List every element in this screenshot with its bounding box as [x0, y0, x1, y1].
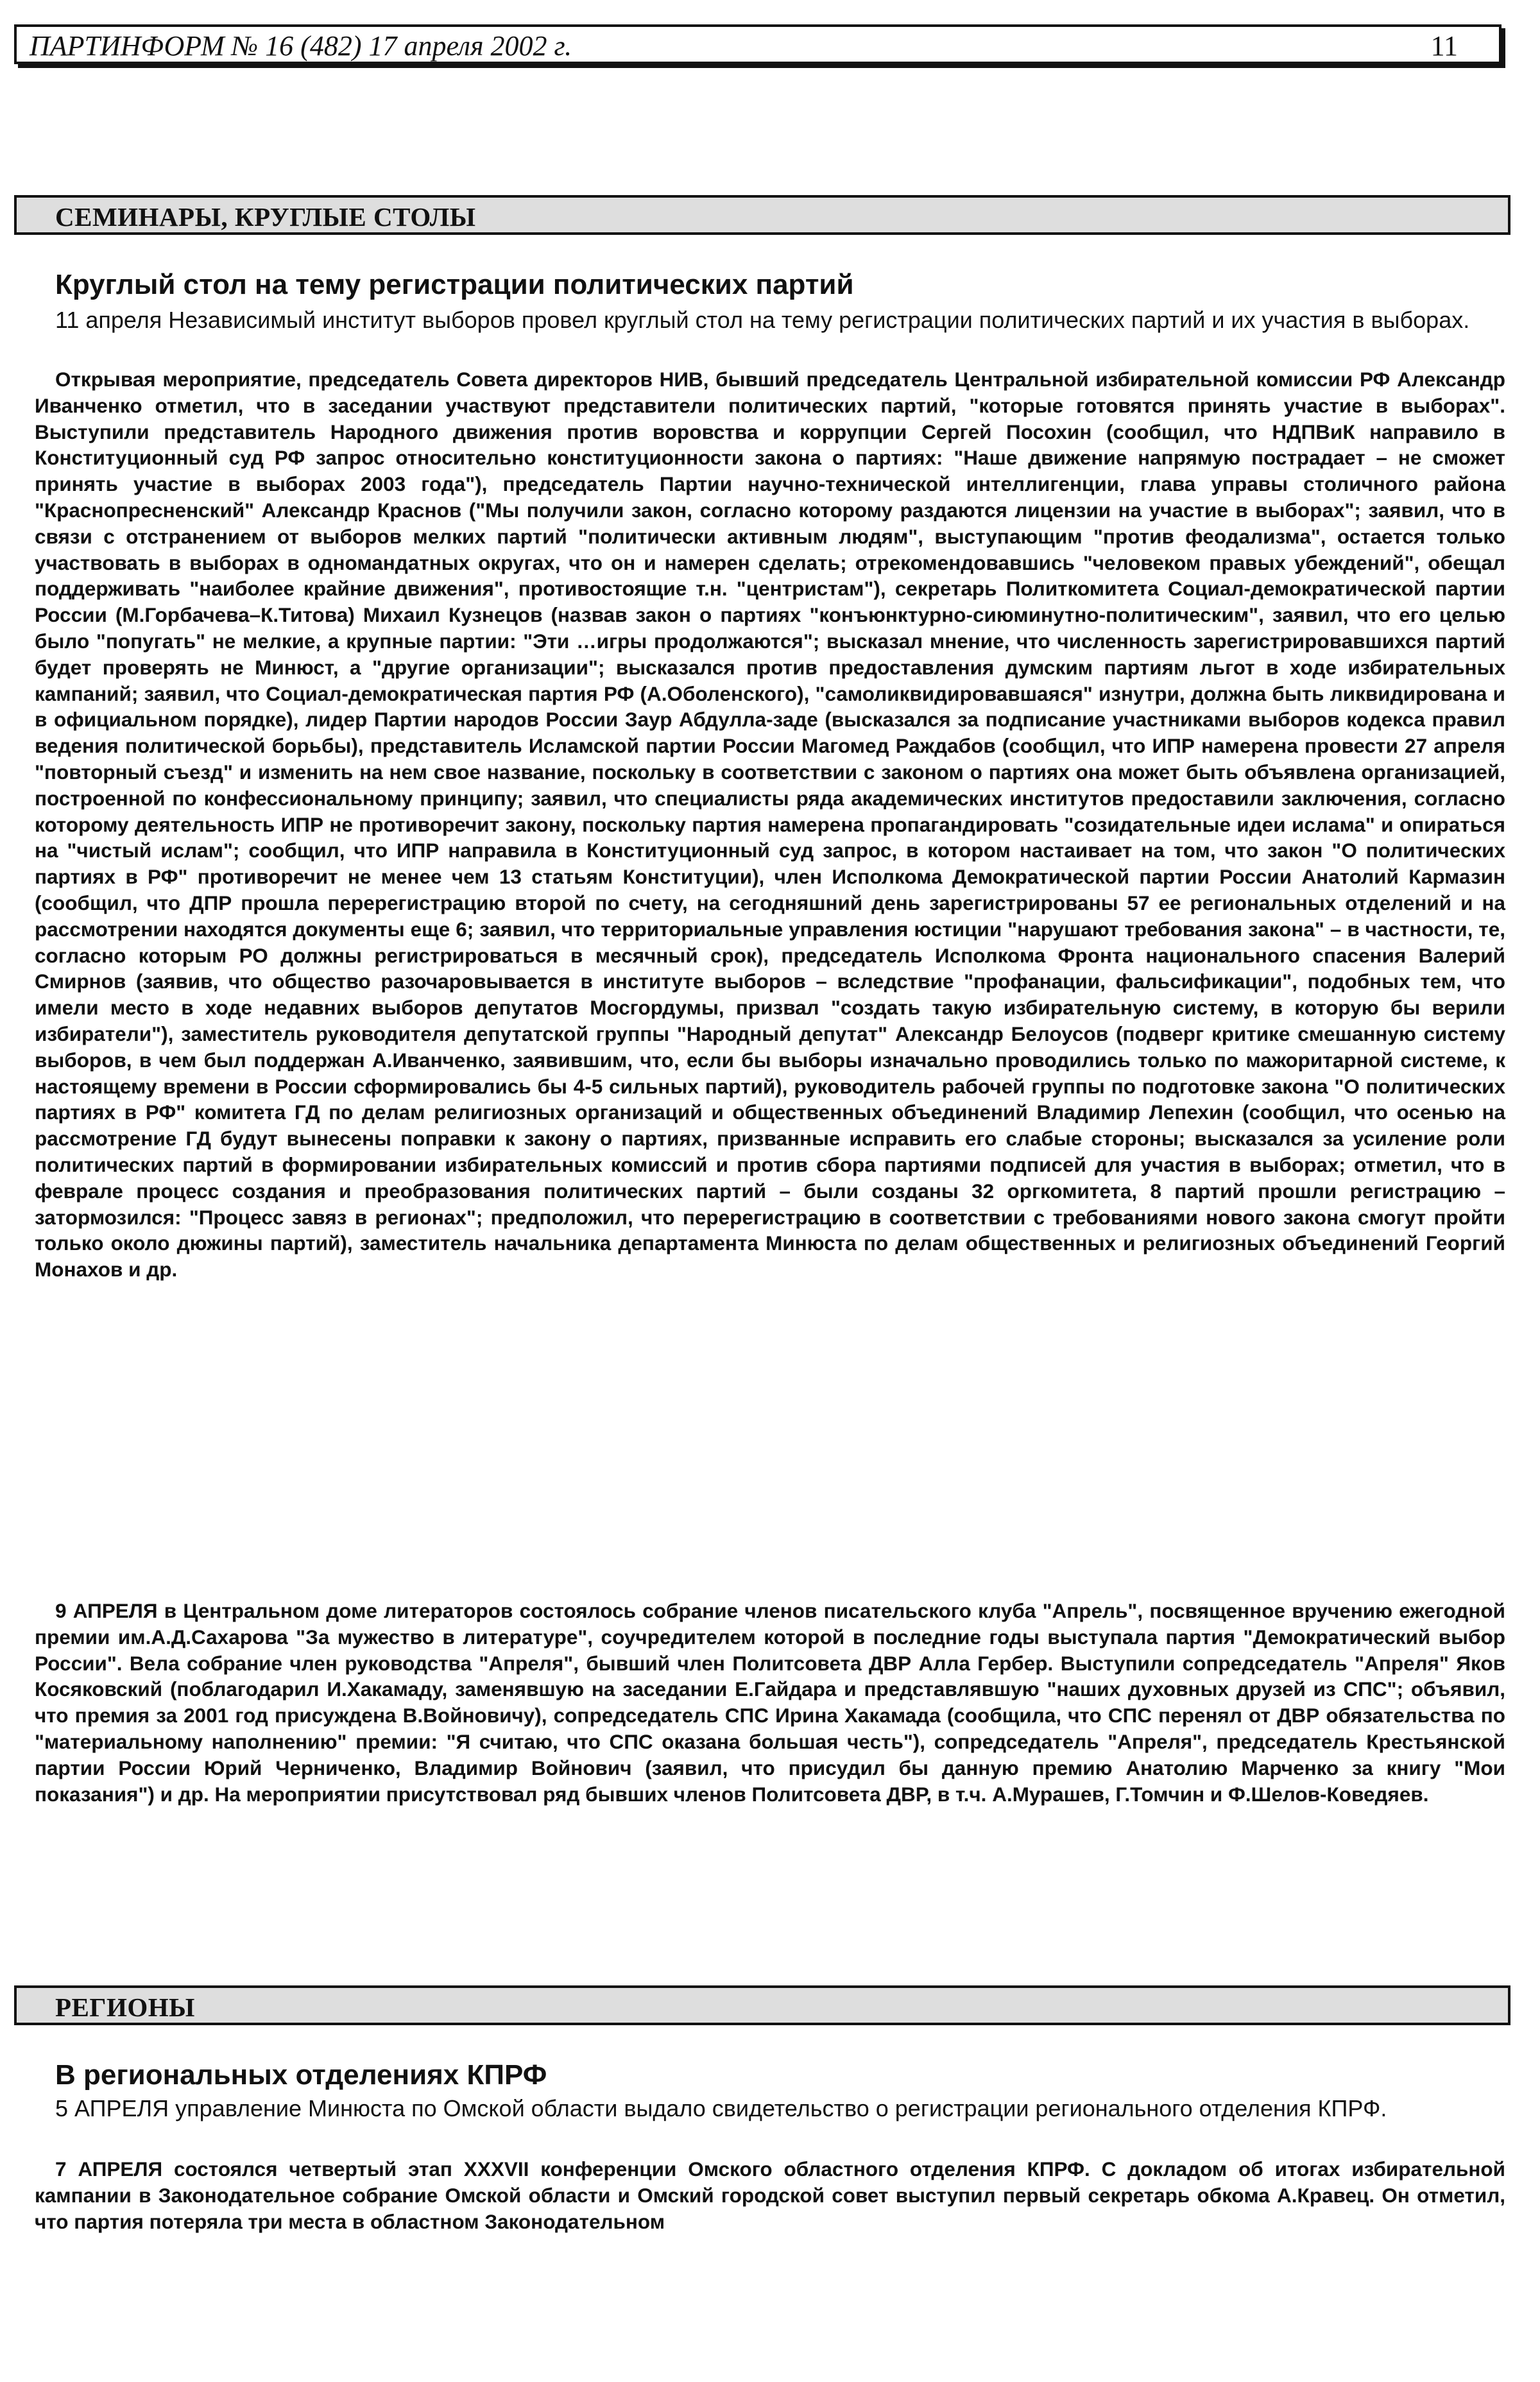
- section-title: СЕМИНАРЫ, КРУГЛЫЕ СТОЛЫ: [55, 202, 476, 232]
- article-title-kprf: В региональных отделениях КПРФ: [55, 2059, 547, 2091]
- article-title-round-table: Круглый стол на тему регистрации политических партий: [55, 269, 854, 300]
- section-heading-seminars: [14, 195, 1510, 235]
- article-paragraph: 7 АПРЕЛЯ состоялся четвертый этап XXXVII конференции Омского областного отделения КПРФ. С докладом об итогах избирательной кампании в Законодательное собрание Омской области и Омский городской совет выступил первый секретарь обкома А.Кравец. Он отметил, что партия потеряла три места в областном Законодательном: [35, 2157, 1505, 2233]
- article-paragraph: 9 АПРЕЛЯ в Центральном доме литераторов состоялось собрание членов писательского клуба "Апрель", посвященное вручению ежегодной премии им.А.Д.Сахарова "За мужество в литературе", соучредителем которой в последние годы выступала партия "Демократический выбор России". Вела собрание член руководства "Апреля", бывший член Политсовета ДВР Алла Гербер. Выступили сопредседатель "Апреля" Яков Косяковский (поблагодарил И.Хакамаду, заменявшую на заседании Е.Гайдара и представлявшую "наших духовных друзей из СПС"; объявил, что премия за 2001 год присуждена В.Войновичу), сопредседатель СПС Ирина Хакамада (сообщила, что СПС перенял от ДВР обязательства по "материальному наполнению" премии: "Я считаю, что СПС оказана большая честь"), сопредседатель "Апреля", председатель Крестьянской партии России Юрий Черниченко, Владимир Войнович (заявил, что присудил бы данную премию Анатолию Марченко за книгу "Мои показания") и др. На мероприятии присутствовал ряд бывших членов Политсовета ДВР, в т.ч. А.Мурашев, Г.Томчин и Ф.Шелов-Коведяев.: [35, 1599, 1505, 1806]
- publication-title: ПАРТИНФОРМ № 16 (482) 17 апреля 2002 г.: [30, 30, 572, 62]
- article-paragraph: Открывая мероприятие, председатель Совета директоров НИВ, бывший председатель Центральной избирательной комиссии РФ Александр Иванченко отметил, что в заседании участвуют представители политических партий, "которые готовятся принять участие в выборах". Выступили представитель Народного движения против воровства и коррупции Сергей Посохин (сообщил, что НДПВиК направило в Конституционный суд РФ запрос относительно конституционности закона о партиях: "Наше движение напрямую пострадает – не сможет принять участие в выборах 2003 года"), председатель Партии научно-технической интеллигенции, глава управы столичного района "Краснопресненский" Александр Краснов ("Мы получили закон, согласно которому раздаются лицензии на участие в выборах"; заявил, что в связи с отстранением от выборов мелких партий "политически активным людям", выступающим "против феодализма", остается только участвовать в выборах в одномандатных округах, что он и намерен сделать; отрекомендовавшись "человеком правых убеждений", обещал поддерживать "наиболее крайние движения", противостоящие т.н. "центристам"), секретарь Политкомитета Социал-демократической партии России (М.Горбачева–К.Титова) Михаил Кузнецов (назвав закон о партиях "конъюнктурно-сиюминутно-политическим", заявил, что его целью было "попугать" не мелкие, а крупные партии: "Эти …игры продолжаются"; высказал мнение, что численность зарегистрировавшихся партий будет проверять не Минюст, а "другие организации"; высказался против предоставления думским партиям льгот в ходе избирательных кампаний; заявил, что Социал-демократическая партия РФ (А.Оболенского), "самоликвидировавшаяся" изнутри, должна быть ликвидирована и в официальном порядке), лидер Партии народов России Заур Абдулла-заде (высказался за подписание участниками выборов кодекса правил ведения политической борьбы), представитель Исламской партии России Магомед Раждабов (сообщил, что ИПР намерена провести 27 апреля "повторный съезд" и изменить на нем свое название, поскольку в соответствии с законом о партиях она может быть объявлена организацией, построенной по конфессиональному принципу; заявил, что специалисты ряда академических институтов предоставили заключения, согласно которому деятельность ИПР не противоречит закону, поскольку партия намерена пропагандировать "созидательные идеи ислама" и опираться на "чистый ислам"; сообщил, что ИПР направила в Конституционный суд запрос, в котором настаивает на том, что закон "О политических партиях в РФ" противоречит не менее чем 13 статьям Конституции), член Исполкома Демократической партии России Анатолий Кармазин (сообщил, что ДПР прошла перерегистрацию второй по счету, на сегодняшний день зарегистрированы 57 ее региональных отделений и на рассмотрении находятся документы еще 6; заявил, что территориальные управления юстиции "нарушают требования закона" – в частности, те, согласно которым РО должны регистрироваться в месячный срок), председатель Исполкома Фронта национального спасения Валерий Смирнов (заявив, что общество разочаровывается в институте выборов – вследствие "профанации, фальсификации", подобных тем, что имели место в ходе недавних выборов депутатов Мосгордумы, призвал "создать такую избирательную систему, в которую бы верили избиратели"), заместитель руководителя депутатской группы "Народный депутат" Александр Белоусов (подверг критике смешанную систему выборов, в чем был поддержан А.Иванченко, заявившим, что, если бы выборы изначально проводились только по мажоритарной системе, к настоящему времени в России сформировались бы 4-5 сильных партий), руководитель рабочей группы по подготовке закона "О политических партиях в РФ" комитета ГД по делам религиозных организаций и общественных объединений Владимир Лепехин (сообщил, что осенью на рассмотрение ГД будут вынесены поправки к закону о партиях, призванные исправить его слабые стороны; высказался за усиление роли политических партий в формировании избирательных комиссий и против сбора партиями подписей для участия в выборах; отметил, что в феврале процесс создания и преобразования политических партий – были созданы 32 оргкомитета, 8 партий прошли регистрацию – затормозился: "Процесс завяз в регионах"; предположил, что перерегистрацию в соответствии с требованиями нового закона смогут пройти только около дюжины партий), заместитель начальника департамента Минюста по делам общественных и религиозных объединений Георгий Монахов и др.: [35, 368, 1505, 1281]
- article-lead: 5 АПРЕЛЯ управление Минюста по Омской области выдало свидетельство о регистрации регионального отделения КПРФ.: [55, 2095, 1387, 2121]
- page-header: [14, 24, 1502, 64]
- article-lead: 11 апреля Независимый институт выборов провел круглый стол на тему регистрации политических партий и их участия в выборах.: [55, 307, 1470, 333]
- section-heading-regions: [14, 1985, 1510, 2025]
- section-title: РЕГИОНЫ: [55, 1992, 195, 2022]
- page-number: 11: [1430, 30, 1458, 62]
